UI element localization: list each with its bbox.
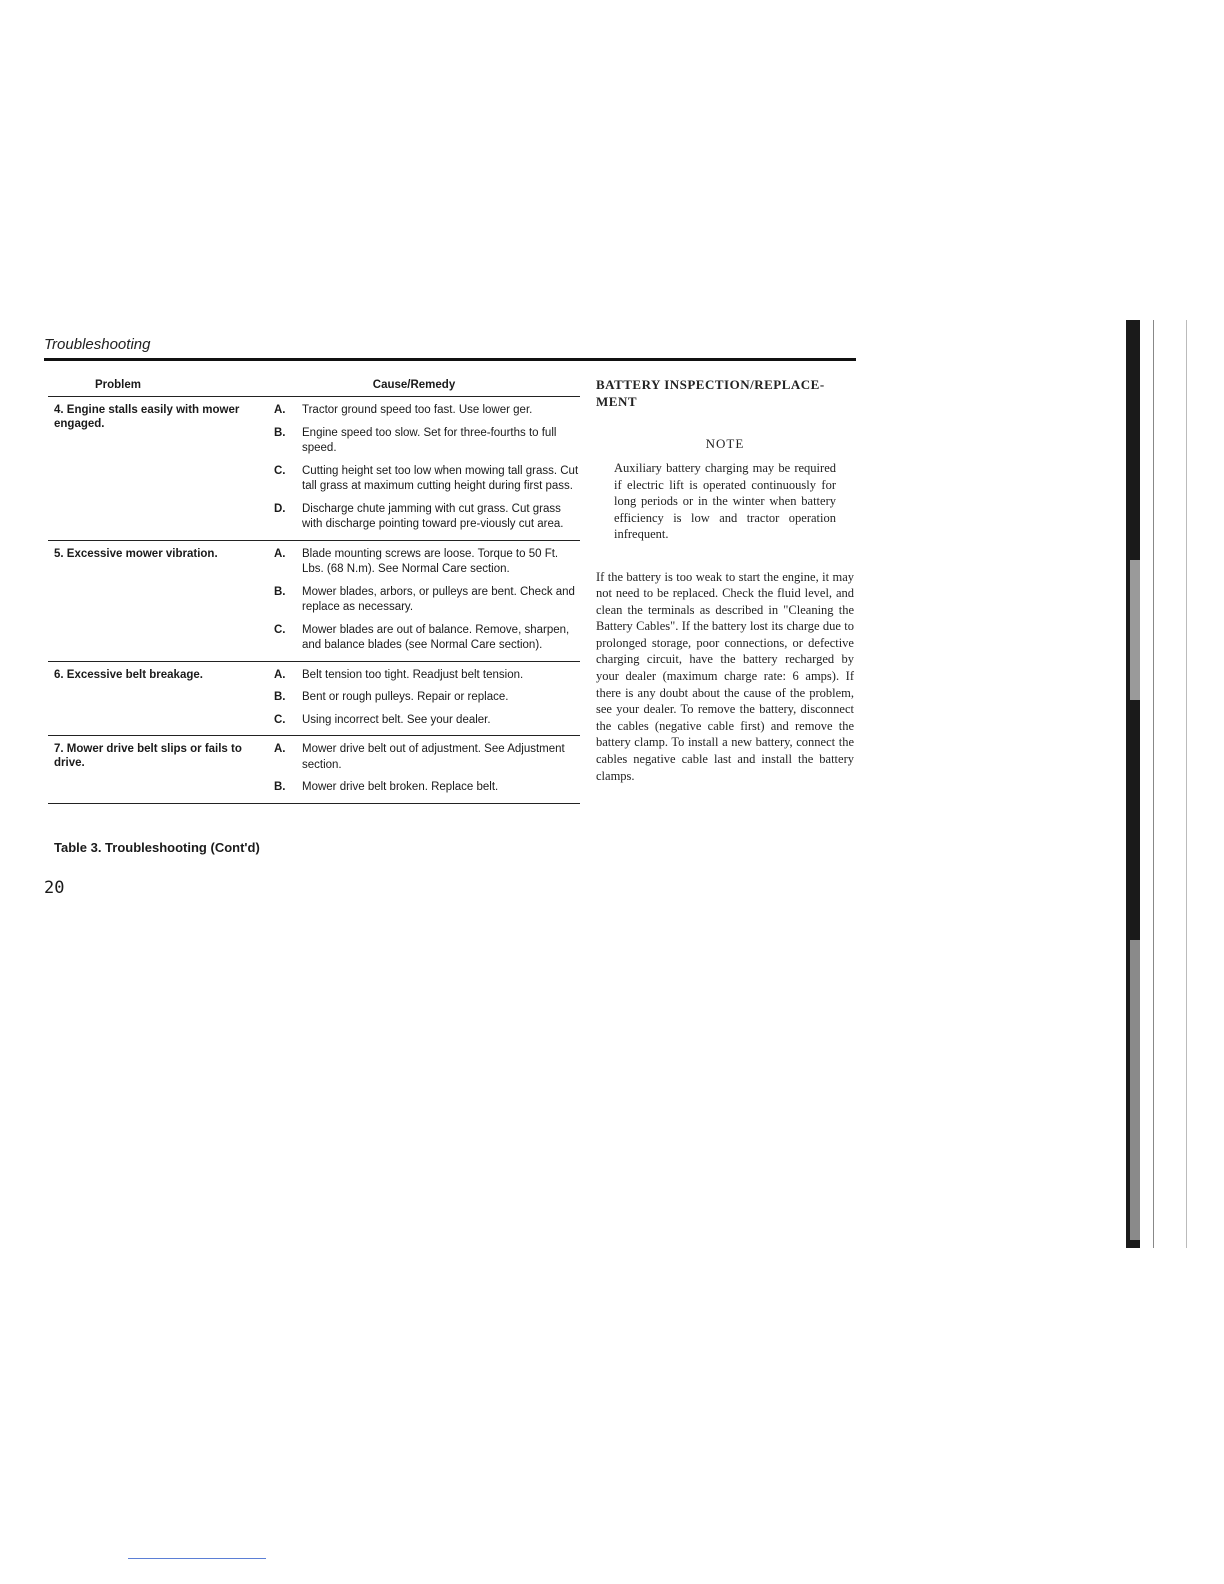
troubleshooting-table	[48, 374, 580, 804]
page-number: 20	[44, 878, 65, 898]
table-header	[48, 374, 580, 397]
cause-letter: A.	[274, 668, 286, 681]
cause-text: Mower drive belt out of adjustment. See Adjustment section.	[302, 743, 565, 771]
table-caption: Table 3. Troubleshooting (Cont'd)	[54, 840, 260, 855]
cause-text: Using incorrect belt. See your dealer.	[302, 713, 491, 726]
column-header-cause: Cause/Remedy	[372, 379, 456, 391]
cause-item	[274, 668, 580, 684]
problem-cell: 5. Excessive mower vibration.	[54, 547, 218, 560]
cause-letter: A.	[274, 547, 286, 560]
problem-cell: 7. Mower drive belt slips or fails to drive.	[54, 743, 242, 769]
battery-paragraph: If the battery is too weak to start the engine, it may not need to be replaced. Check the fluid level, and clean the terminals as described in "Cleaning the Battery Cables". If the battery lost its charge due to prolonged storage, poor connections, or defective charging circuit, have the battery recharged by your dealer (maximum charge rate: 6 amps). If there is any doubt about the cause of the problem, see your dealer. To remove the battery, disconnect the cables (negative cable first) and remove the battery clamp. To install a new battery, connect the cables negative cable last and install the battery clamps.	[596, 569, 854, 783]
note-title: NOTE	[705, 436, 745, 451]
cause-letter: B.	[274, 781, 286, 793]
page-edge-shading	[1130, 560, 1140, 700]
cause-letter: C.	[274, 464, 286, 477]
cause-item	[274, 585, 580, 616]
causes-cell	[274, 403, 580, 540]
cause-letter: D.	[274, 502, 286, 515]
page-edge-line	[1153, 320, 1154, 1248]
causes-cell	[274, 742, 580, 803]
note-body: Auxiliary battery charging may be required if electric lift is operated continuously for long periods or in the winter when battery efficiency is low and tractor operation infrequent.	[614, 461, 836, 541]
cause-letter: B.	[274, 691, 286, 703]
cause-text: Engine speed too slow. Set for three-fourths to full speed.	[302, 426, 557, 454]
cause-text: Tractor ground speed too fast. Use lower ger.	[302, 404, 533, 416]
cause-item	[274, 464, 580, 495]
cause-item	[274, 780, 580, 796]
table-row	[48, 541, 580, 662]
table-row	[48, 736, 580, 804]
causes-cell	[274, 668, 580, 736]
table-row	[48, 397, 580, 541]
cause-text: Belt tension too tight. Readjust belt tension.	[302, 668, 524, 681]
cause-text: Mower blades are out of balance. Remove, sharpen, and balance blades (see Normal Care section).	[302, 623, 570, 651]
cause-letter: B.	[274, 585, 286, 598]
problem-cell: 4. Engine stalls easily with mower engaged.	[54, 404, 240, 430]
cause-letter: A.	[274, 404, 286, 416]
page-edge-line	[1186, 320, 1187, 1248]
cause-item	[274, 403, 580, 419]
cause-letter: B.	[274, 426, 286, 439]
header-rule	[44, 358, 856, 361]
cause-text: Mower blades, arbors, or pulleys are bent. Check and replace as necessary.	[302, 585, 575, 613]
cause-text: Bent or rough pulleys. Repair or replace.	[302, 691, 509, 703]
cause-letter: C.	[274, 713, 286, 726]
section-title: Troubleshooting	[44, 336, 151, 353]
cause-text: Cutting height set too low when mowing tall grass. Cut tall grass at maximum cutting height during first pass.	[302, 464, 579, 492]
cause-text: Blade mounting screws are loose. Torque to 50 Ft. Lbs. (68 N.m). See Normal Care section.	[302, 547, 559, 575]
cause-item	[274, 713, 580, 729]
cause-item	[274, 742, 580, 773]
bottom-rule	[128, 1558, 266, 1559]
battery-heading: BATTERY INSPECTION/REPLACE-MENT	[596, 377, 825, 409]
cause-letter: C.	[274, 623, 286, 636]
cause-item	[274, 502, 580, 533]
cause-item	[274, 426, 580, 457]
cause-item	[274, 690, 580, 706]
causes-cell	[274, 547, 580, 661]
column-header-problem: Problem	[94, 379, 141, 391]
cause-item	[274, 623, 580, 654]
table-row	[48, 662, 580, 737]
cause-text: Discharge chute jamming with cut grass. Cut grass with discharge pointing toward pre-viously cut area.	[302, 502, 564, 530]
cause-letter: A.	[274, 743, 286, 755]
page-edge-shading	[1130, 940, 1140, 1240]
battery-section	[596, 376, 854, 784]
cause-item	[274, 547, 580, 578]
cause-text: Mower drive belt broken. Replace belt.	[302, 781, 499, 793]
problem-cell: 6. Excessive belt breakage.	[54, 668, 203, 681]
